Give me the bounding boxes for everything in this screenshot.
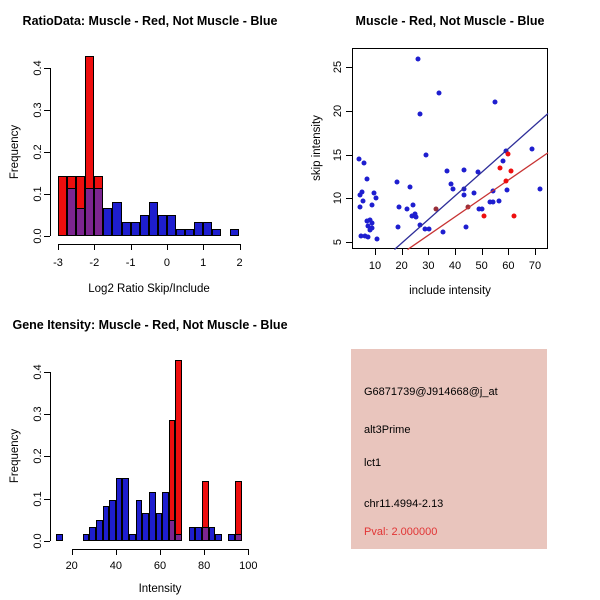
x-tick-label: 2 <box>236 257 243 269</box>
histogram-bar-blue <box>212 229 221 236</box>
x-tick-label: 10 <box>368 260 382 272</box>
scatter-point-red <box>503 178 508 183</box>
scatter-point-blue <box>415 56 420 61</box>
histogram-bar-blue <box>136 500 143 541</box>
y-axis-tick <box>44 194 50 195</box>
x-axis-tick <box>72 549 73 555</box>
scatter-point-blue <box>411 203 416 208</box>
x-axis-tick <box>131 244 132 250</box>
histogram-bar-overlap <box>235 534 242 541</box>
scatter-point-red <box>506 151 511 156</box>
y-tick-label: 0.1 <box>32 491 44 507</box>
scatter-point-blue <box>490 189 495 194</box>
y-tick-label: 0.3 <box>32 102 44 118</box>
histogram-bar-blue <box>116 478 123 541</box>
histogram-bar-blue <box>189 527 196 541</box>
scatter-point-blue <box>397 204 402 209</box>
gene-hist-xlabel: Intensity <box>138 583 182 595</box>
y-tick-label: 5 <box>332 238 344 245</box>
y-axis-line <box>50 372 51 541</box>
histogram-bar-blue <box>195 527 202 541</box>
scatter-point-blue <box>538 187 543 192</box>
histogram-bar-blue <box>129 534 136 541</box>
scatter-point-blue <box>497 198 502 203</box>
scatter-ylabel: skip intensity <box>311 115 323 181</box>
y-axis-tick <box>44 68 50 69</box>
y-tick-label: 0.3 <box>32 406 44 422</box>
x-tick-label: 60 <box>153 560 167 572</box>
histogram-bar-blue <box>162 492 169 541</box>
x-tick-label: -2 <box>89 257 100 269</box>
gene-name-text: lct1 <box>364 457 382 469</box>
histogram-bar-blue <box>89 527 96 541</box>
splice-type-text: alt3Prime <box>364 424 411 436</box>
histogram-bar-blue <box>185 229 194 236</box>
x-tick-label: 70 <box>528 260 542 272</box>
histogram-bar-blue <box>156 513 163 541</box>
histogram-bar-blue <box>158 215 167 236</box>
scatter-title: Muscle - Red, Not Muscle - Blue <box>355 14 545 28</box>
x-tick-label: 80 <box>198 560 211 572</box>
x-axis-tick <box>248 549 249 555</box>
probe-id-text: G6871739@J914668@j_at <box>364 386 498 398</box>
scatter-point-blue <box>418 111 423 116</box>
scatter-point-blue <box>479 207 484 212</box>
x-axis-tick <box>508 249 509 255</box>
scatter-point-blue <box>362 161 367 166</box>
y-axis-tick <box>44 152 50 153</box>
scatter-point-blue <box>501 159 506 164</box>
ratio-hist-title: RatioData: Muscle - Red, Not Muscle - Blue <box>22 14 278 28</box>
histogram-bar-red <box>58 176 67 236</box>
scatter-point-blue <box>505 188 510 193</box>
scatter-point-blue <box>461 193 466 198</box>
histogram-bar-blue <box>149 202 158 236</box>
y-axis-tick <box>44 499 50 500</box>
x-tick-label: 1 <box>200 257 207 269</box>
scatter-point-blue <box>374 237 379 242</box>
x-axis-tick <box>535 249 536 255</box>
histogram-bar-blue <box>122 478 129 541</box>
x-tick-label: 20 <box>395 260 408 272</box>
y-axis-tick <box>346 67 352 68</box>
y-tick-label: 0.1 <box>32 186 44 202</box>
x-axis-tick <box>240 244 241 250</box>
x-tick-label: 40 <box>448 260 462 272</box>
y-tick-label: 0.2 <box>32 144 44 160</box>
histogram-bar-blue <box>83 534 90 541</box>
scatter-point-blue <box>461 186 466 191</box>
gene-hist-ylabel: Frequency <box>9 428 21 484</box>
y-axis-tick <box>346 198 352 199</box>
histogram-bar-overlap <box>202 527 209 541</box>
scatter-point-blue <box>367 228 372 233</box>
chromosome-location-text: chr11.4994-2.13 <box>364 498 444 510</box>
x-tick-label: 50 <box>475 260 488 272</box>
y-tick-label: 0.4 <box>32 60 44 76</box>
scatter-point-blue <box>405 207 410 212</box>
x-axis-tick <box>94 244 95 250</box>
scatter-point-blue <box>440 230 445 235</box>
y-axis-tick <box>44 541 50 542</box>
histogram-bar-blue <box>103 506 110 541</box>
y-axis-tick <box>44 110 50 111</box>
scatter-point-dark-red <box>434 207 439 212</box>
ratio-hist-ylabel: Frequency <box>9 124 21 180</box>
y-tick-label: 10 <box>332 191 344 205</box>
histogram-bar-blue <box>96 520 103 541</box>
gene-hist-title: Gene Itensity: Muscle - Red, Not Muscle - Blue <box>12 318 288 332</box>
scatter-point-red <box>509 169 514 174</box>
annotation-box <box>351 349 547 549</box>
y-axis-tick <box>346 155 352 156</box>
scatter-point-blue <box>356 156 361 161</box>
y-tick-label: 25 <box>332 61 344 74</box>
x-axis-tick <box>482 249 483 255</box>
scatter-point-blue <box>471 190 476 195</box>
y-axis-tick <box>346 242 352 243</box>
histogram-bar-blue <box>103 208 112 236</box>
y-tick-label: 0.0 <box>32 533 44 549</box>
scatter-point-blue <box>423 153 428 158</box>
histogram-bar-blue <box>149 492 156 541</box>
x-tick-label: 40 <box>109 560 122 572</box>
scatter-point-blue <box>364 176 369 181</box>
histogram-bar-blue <box>112 202 121 236</box>
histogram-bar-overlap <box>76 208 85 236</box>
scatter-point-blue <box>451 186 456 191</box>
scatter-point-blue <box>461 168 466 173</box>
scatter-point-blue <box>530 147 535 152</box>
y-axis-tick <box>44 236 50 237</box>
y-axis-tick <box>44 456 50 457</box>
x-axis-line <box>58 244 240 245</box>
scatter-point-blue <box>475 169 480 174</box>
y-tick-label: 0.2 <box>32 448 44 465</box>
x-axis-tick <box>160 549 161 555</box>
histogram-bar-blue <box>203 222 212 236</box>
x-axis-tick <box>375 249 376 255</box>
histogram-bar-overlap <box>85 188 94 236</box>
histogram-bar-blue <box>131 222 140 236</box>
histogram-bar-overlap <box>175 534 182 541</box>
histogram-bar-blue <box>228 534 235 541</box>
histogram-bar-blue <box>230 229 239 236</box>
y-axis-tick <box>44 414 50 415</box>
scatter-point-red <box>511 214 516 219</box>
scatter-point-blue <box>370 203 375 208</box>
scatter-xlabel: include intensity <box>409 285 491 297</box>
scatter-point-blue <box>493 100 498 105</box>
x-tick-label: 100 <box>239 560 258 572</box>
histogram-bar-blue <box>167 215 176 236</box>
scatter-point-blue <box>445 169 450 174</box>
histogram-bar-blue <box>194 222 203 236</box>
x-tick-label: 30 <box>422 260 435 272</box>
pval-text: Pval: 2.000000 <box>364 526 438 538</box>
scatter-point-blue <box>396 224 401 229</box>
scatter-point-blue <box>358 204 363 209</box>
y-axis-line <box>50 68 51 236</box>
scatter-point-blue <box>426 227 431 232</box>
x-axis-tick <box>58 244 59 250</box>
histogram-bar-blue <box>176 229 185 236</box>
histogram-bar-overlap <box>67 188 76 236</box>
scatter-point-blue <box>413 215 418 220</box>
y-tick-label: 0.0 <box>32 228 44 244</box>
x-axis-tick <box>204 549 205 555</box>
x-tick-label: 60 <box>502 260 515 272</box>
y-tick-label: 20 <box>332 104 344 118</box>
scatter-point-blue <box>407 184 412 189</box>
x-tick-label: -1 <box>125 257 136 269</box>
scatter-point-blue <box>373 196 378 201</box>
scatter-point-blue <box>395 180 400 185</box>
scatter-point-blue <box>366 235 371 240</box>
histogram-bar-blue <box>56 534 63 541</box>
histogram-bar-blue <box>122 222 131 236</box>
scatter-point-blue <box>360 198 365 203</box>
x-axis-tick <box>116 549 117 555</box>
histogram-bar-blue <box>215 534 222 541</box>
x-tick-label: -3 <box>53 257 63 269</box>
scatter-point-blue <box>437 91 442 96</box>
scatter-point-blue <box>491 199 496 204</box>
x-axis-tick <box>203 244 204 250</box>
x-tick-label: 0 <box>163 257 170 269</box>
scatter-point-red <box>498 165 503 170</box>
y-axis-tick <box>346 111 352 112</box>
ratio-hist-xlabel: Log2 Ratio Skip/Include <box>88 283 210 295</box>
x-axis-tick <box>402 249 403 255</box>
x-tick-label: 20 <box>65 560 78 572</box>
scatter-point-red <box>482 213 487 218</box>
x-axis-tick <box>428 249 429 255</box>
histogram-bar-overlap <box>94 188 103 236</box>
y-axis-tick <box>44 372 50 373</box>
x-axis-tick <box>455 249 456 255</box>
scatter-plot-box <box>352 48 548 249</box>
histogram-bar-overlap <box>169 520 176 541</box>
y-tick-label: 0.4 <box>32 364 44 380</box>
histogram-bar-blue <box>209 527 216 541</box>
x-axis-tick <box>167 244 168 250</box>
y-tick-label: 15 <box>332 148 344 161</box>
histogram-bar-red <box>235 481 242 541</box>
scatter-point-blue <box>463 224 468 229</box>
histogram-bar-blue <box>109 500 116 541</box>
histogram-bar-blue <box>142 513 149 541</box>
histogram-bar-blue <box>140 215 149 236</box>
scatter-point-dark-red <box>465 204 470 209</box>
histogram-bar-red <box>175 360 182 541</box>
